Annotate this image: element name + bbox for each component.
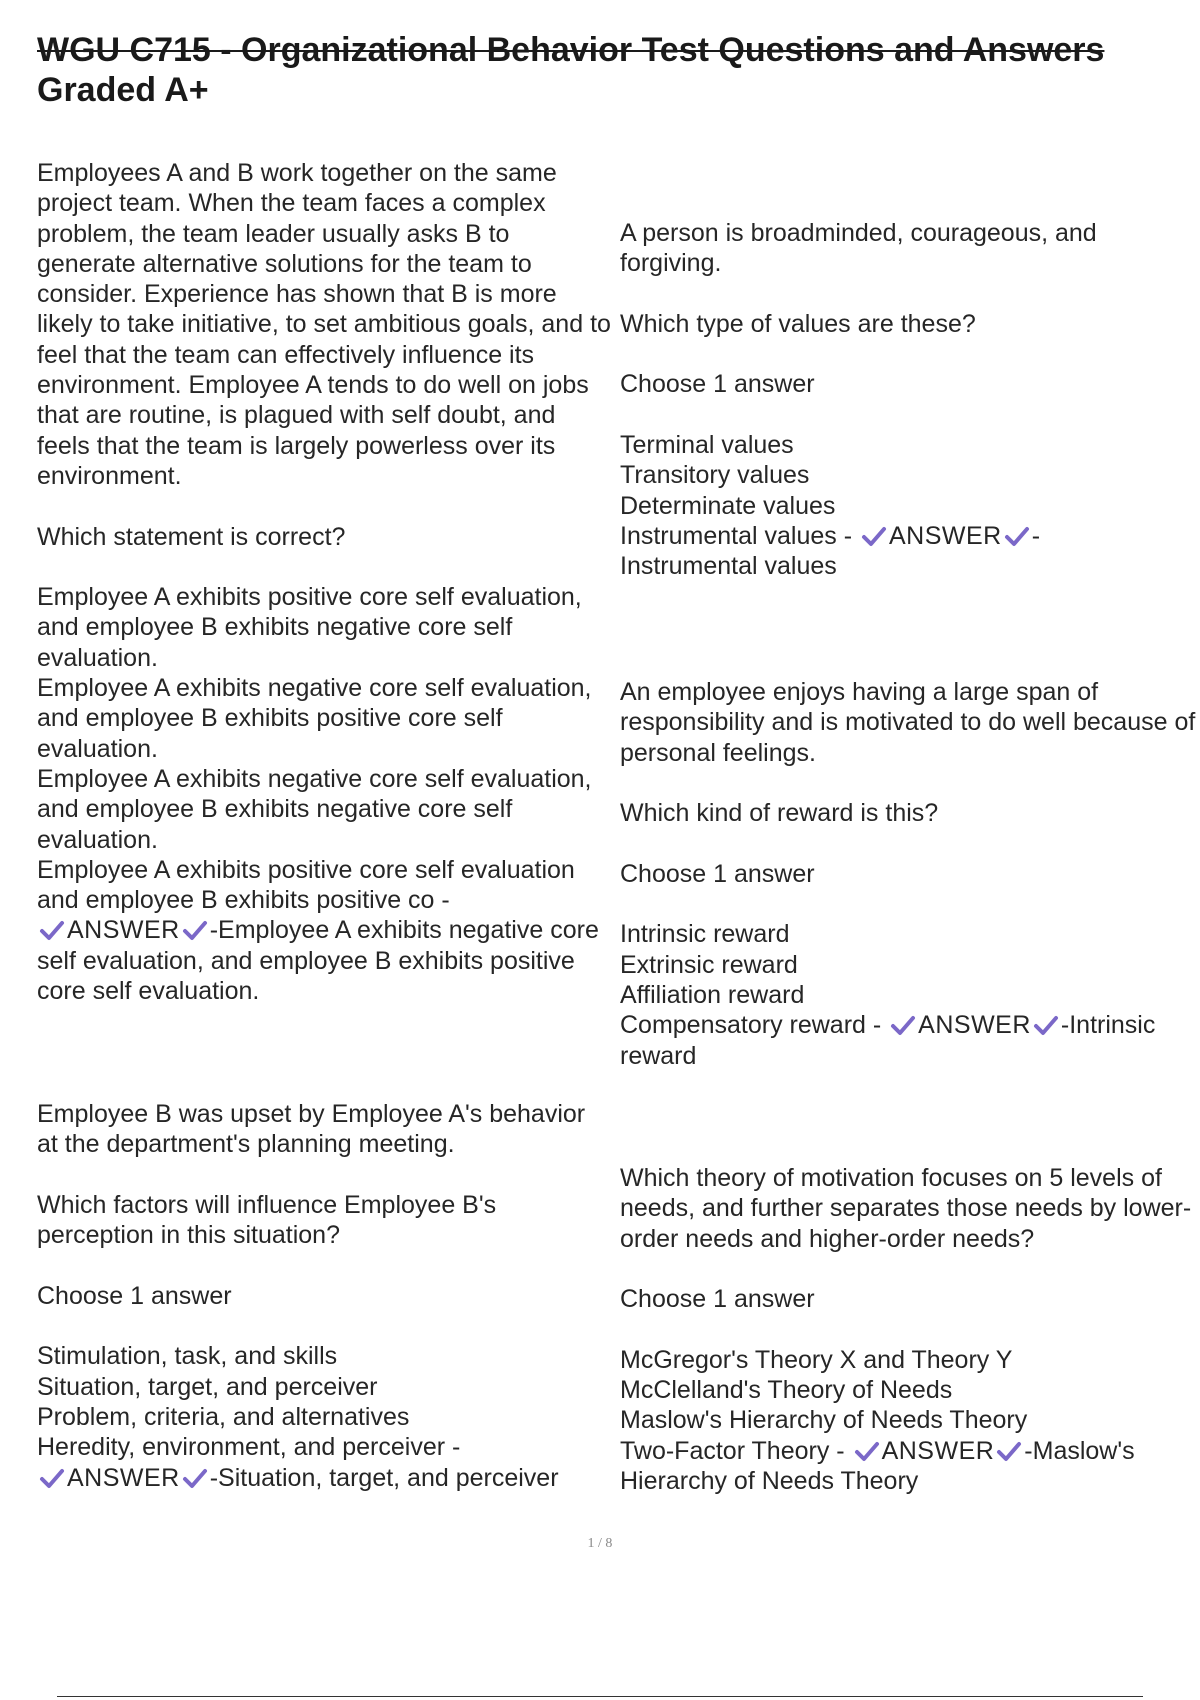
q5-option-3: Maslow's Hierarchy of Needs Theory: [620, 1406, 1028, 1435]
q5-answer: [620, 1436, 1200, 1497]
checkmark-icon: [182, 1467, 208, 1489]
checkmark-icon: [39, 919, 65, 941]
q3-option-1: Intrinsic reward: [620, 920, 790, 949]
q5-option-2: McClelland's Theory of Needs: [620, 1376, 953, 1405]
question-card-3: [620, 677, 1200, 1071]
q2-option-3: Determinate values: [620, 491, 836, 520]
q2-answer-suffix: -: [1031, 521, 1041, 550]
q2-choose: Choose 1 answer: [620, 370, 815, 399]
checkmark-icon: [890, 1014, 916, 1036]
q4-option-2: Situation, target, and perceiver: [37, 1372, 378, 1401]
page-divider: [57, 1696, 1143, 1697]
q3-option-4: Compensatory reward -: [620, 1011, 882, 1040]
q3-answer: [620, 1010, 1200, 1071]
answer-label: ANSWER: [889, 521, 1002, 550]
q2-option-4: Instrumental values -: [620, 521, 853, 550]
checkmark-icon: [1033, 1014, 1059, 1036]
q4-question: Which factors will influence Employee B's perception in this situation?: [37, 1190, 497, 1250]
checkmark-icon: [182, 919, 208, 941]
q3-question: Which kind of reward is this?: [620, 799, 939, 828]
q1-option-1: Employee A exhibits positive core self evaluation, and employee B exhibits negative core self evaluation.: [37, 583, 582, 672]
q4-prompt: Employee B was upset by Employee A's behavior at the department's planning meeting.: [37, 1100, 586, 1159]
q2-answer: [620, 521, 1180, 582]
q2-question: Which type of values are these?: [620, 309, 976, 338]
q2-option-2: Transitory values: [620, 461, 810, 490]
checkmark-icon: [996, 1440, 1022, 1462]
q3-prompt: An employee enjoys having a large span of responsibility and is motivated to do well because of personal feelings.: [620, 678, 1196, 767]
title-line-2: Graded A+: [37, 71, 209, 109]
q3-option-3: Affiliation reward: [620, 980, 805, 1009]
q2-prompt: A person is broadminded, courageous, and forgiving.: [620, 219, 1097, 278]
q1-question: Which statement is correct?: [37, 522, 346, 551]
q1-prompt: Employees A and B work together on the same project team. When the team faces a complex problem, the team leader usually asks B to generate alternative solutions for the team to consider. Experience has shown that B is more likely to take initiative, to set ambitious goals, and to feel that the team can effectively influence its environment. Employee A tends to do well on jobs that are routine, is plagued with self doubt, and feels that the team is largely powerless over its environment.: [37, 159, 611, 490]
question-card-4: [37, 1099, 612, 1493]
q4-option-1: Stimulation, task, and skills: [37, 1342, 338, 1371]
q1-option-2: Employee A exhibits negative core self evaluation, and employee B exhibits positive core self evaluation.: [37, 674, 592, 763]
q3-answer-text: -Intrinsic reward: [620, 1011, 1156, 1070]
q3-option-2: Extrinsic reward: [620, 950, 798, 979]
answer-label: ANSWER: [67, 1463, 180, 1492]
answer-label: ANSWER: [918, 1011, 1031, 1040]
q5-option-1: McGregor's Theory X and Theory Y: [620, 1345, 1013, 1374]
checkmark-icon: [861, 525, 887, 547]
q4-choose: Choose 1 answer: [37, 1281, 232, 1310]
q4-answer-text: -Situation, target, and perceiver: [209, 1463, 559, 1492]
page-number: 1 / 8: [587, 1536, 613, 1551]
q4-option-4: Heredity, environment, and perceiver -: [37, 1433, 461, 1462]
checkmark-icon: [1004, 525, 1030, 547]
q1-answer: [37, 915, 612, 1006]
q1-answer-text: -Employee A exhibits negative core self evaluation, and employee B exhibits positive core self evaluation.: [37, 916, 599, 1006]
checkmark-icon: [854, 1440, 880, 1462]
q4-answer: [37, 1463, 612, 1493]
q5-prompt: Which theory of motivation focuses on 5 levels of needs, and further separates those needs by lower-order needs and higher-order needs?: [620, 1164, 1192, 1253]
q4-option-3: Problem, criteria, and alternatives: [37, 1402, 410, 1431]
document-title: [37, 30, 1187, 110]
question-card-1: [37, 158, 612, 1006]
q2-option-1: Terminal values: [620, 431, 794, 460]
q1-option-3: Employee A exhibits negative core self evaluation, and employee B exhibits negative core self evaluation.: [37, 764, 592, 854]
question-card-5: [620, 1163, 1200, 1496]
checkmark-icon: [39, 1467, 65, 1489]
question-card-2: [620, 218, 1180, 582]
q2-answer-text: Instrumental values: [620, 552, 837, 581]
q5-choose: Choose 1 answer: [620, 1285, 815, 1314]
q5-answer-text: -Maslow's Hierarchy of Needs Theory: [620, 1436, 1135, 1495]
answer-label: ANSWER: [881, 1436, 995, 1465]
answer-label: ANSWER: [67, 916, 180, 945]
q5-option-4: Two-Factor Theory -: [620, 1436, 845, 1465]
q1-option-4: Employee A exhibits positive core self evaluation and employee B exhibits positive co -: [37, 855, 575, 915]
q3-choose: Choose 1 answer: [620, 859, 815, 888]
title-line-1: WGU C715 - Organizational Behavior Test Questions and Answers: [37, 31, 1105, 69]
